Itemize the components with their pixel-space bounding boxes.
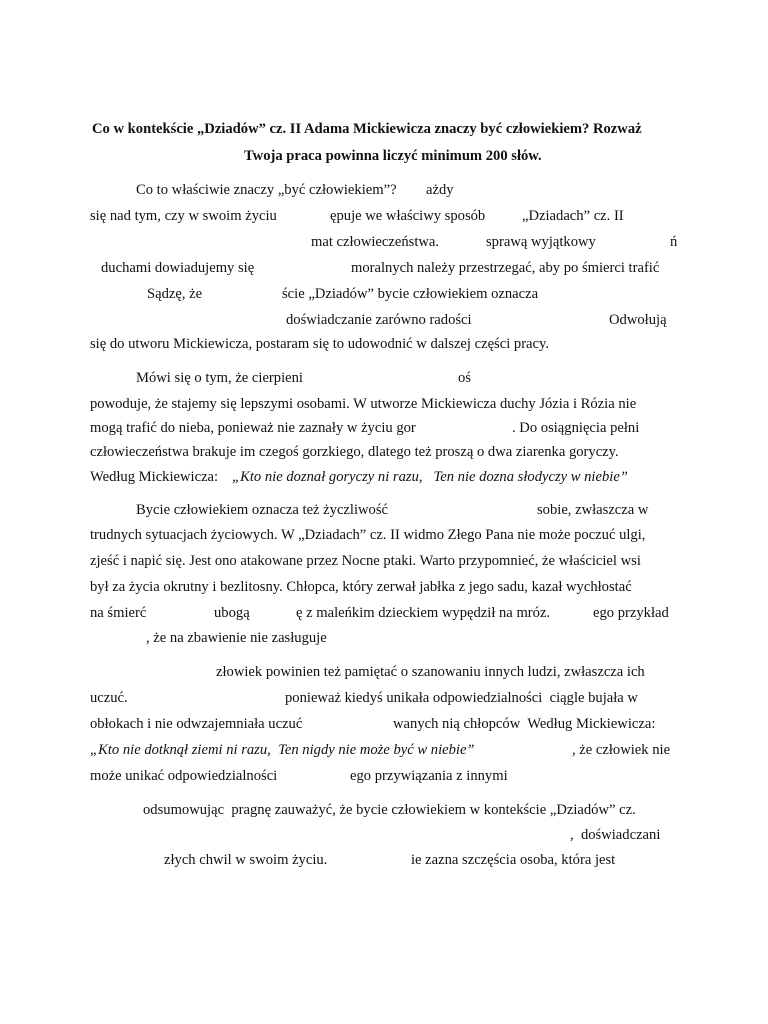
p3-line-1b: sobie, zwłaszcza w bbox=[537, 502, 649, 518]
p1-line-3c: ń bbox=[670, 234, 678, 250]
heading-line-2: Twoja praca powinna liczyć minimum 200 słów. bbox=[244, 148, 542, 164]
p1-line-2a: się nad tym, czy w swoim życiu bbox=[90, 208, 277, 224]
p1-line-1a: Co to właściwie znaczy „być człowiekiem”? bbox=[136, 182, 397, 198]
heading-line-1: Co w kontekście „Dziadów” cz. II Adama Mickiewicza znaczy być człowiekiem? Rozważ bbox=[92, 121, 642, 137]
p2-line-5a: Według Mickiewicza: bbox=[90, 469, 222, 485]
p2-quote: „Kto nie doznał goryczy ni razu, Ten nie dozna słodyczy w niebie” bbox=[232, 469, 628, 485]
p3-line-3: zjeść i napić się. Jest ono atakowane przez Nocne ptaki. Warto przypomnieć, że właściciel wsi bbox=[90, 553, 641, 569]
p1-line-5a: Sądzę, że bbox=[147, 286, 203, 302]
p5-line-1: odsumowując pragnę zauważyć, że bycie człowiekiem w kontekście „Dziadów” cz. bbox=[143, 802, 636, 818]
p1-line-6a: doświadczanie zarówno radości bbox=[286, 312, 472, 328]
p4-line-2a: uczuć. bbox=[90, 690, 128, 706]
p5-line-2: , doświadczani bbox=[570, 827, 661, 843]
p3-line-6: , że na zbawienie nie zasługuje bbox=[146, 630, 327, 646]
p1-line-2b: ępuje we właściwy sposób bbox=[330, 208, 486, 224]
p3-line-5d: ego przykład bbox=[593, 605, 669, 621]
p3-line-1a: Bycie człowiekiem oznacza też życzliwość bbox=[136, 502, 389, 518]
p2-line-3b: . Do osiągnięcia pełni bbox=[512, 420, 640, 436]
p1-line-4a: duchami dowiadujemy się bbox=[101, 260, 255, 276]
p3-line-5b: ubogą bbox=[214, 605, 250, 621]
p4-quote: „Kto nie dotknął ziemi ni razu, Ten nigdy nie może być w niebie” bbox=[90, 742, 475, 758]
p2-line-3a: mogą trafić do nieba, ponieważ nie zaznały w życiu gor bbox=[90, 420, 416, 436]
p1-line-4b: moralnych należy przestrzegać, aby po śmierci trafić bbox=[351, 260, 660, 276]
p1-line-3b: sprawą wyjątkowy bbox=[486, 234, 596, 250]
p4-line-3b: wanych nią chłopców Według Mickiewicza: bbox=[393, 716, 656, 732]
p2-line-2: powoduje, że stajemy się lepszymi osobami. W utworze Mickiewicza duchy Józia i Rózia nie bbox=[90, 396, 637, 412]
p1-line-2c: „Dziadach” cz. II bbox=[522, 208, 624, 224]
p1-line-5b: ście „Dziadów” bycie człowiekiem oznacza bbox=[282, 286, 539, 302]
p3-line-2: trudnych sytuacjach życiowych. W „Dziadach” cz. II widmo Złego Pana nie może poczuć ulgi, bbox=[90, 527, 646, 543]
p5-line-3b: ie zazna szczęścia osoba, która jest bbox=[411, 852, 616, 868]
p3-line-5a: na śmierć bbox=[90, 605, 147, 621]
p1-line-3a: mat człowieczeństwa. bbox=[311, 234, 440, 250]
p5-line-3a: złych chwil w swoim życiu. bbox=[164, 852, 328, 868]
p4-line-4b: , że człowiek nie bbox=[572, 742, 671, 758]
p2-line-4: człowieczeństwa brakuje im czegoś gorzkiego, dlatego też proszą o dwa ziarenka goryczy. bbox=[90, 444, 619, 460]
p1-line-7: się do utworu Mickiewicza, postaram się to udowodnić w dalszej części pracy. bbox=[90, 336, 550, 352]
p3-line-5c: ę z maleńkim dzieckiem wypędził na mróz. bbox=[296, 605, 551, 621]
p2-line-1b: oś bbox=[458, 370, 471, 386]
p4-line-5b: ego przywiązania z innymi bbox=[350, 768, 508, 784]
p4-line-1: złowiek powinien też pamiętać o szanowaniu innych ludzi, zwłaszcza ich bbox=[216, 664, 645, 680]
p4-line-5a: może unikać odpowiedzialności bbox=[90, 768, 278, 784]
p1-line-6b: Odwołują bbox=[609, 312, 667, 328]
p1-line-1b: ażdy bbox=[426, 182, 454, 198]
p3-line-4: był za życia okrutny i bezlitosny. Chłopca, który zerwał jabłka z jego sadu, kazał wychłostać bbox=[90, 579, 632, 595]
p2-line-1a: Mówi się o tym, że cierpieni bbox=[136, 370, 303, 386]
p4-line-2b: ponieważ kiedyś unikała odpowiedzialności ciągle bujała w bbox=[285, 690, 638, 706]
p4-line-3a: obłokach i nie odwzajemniała uczuć bbox=[90, 716, 303, 732]
